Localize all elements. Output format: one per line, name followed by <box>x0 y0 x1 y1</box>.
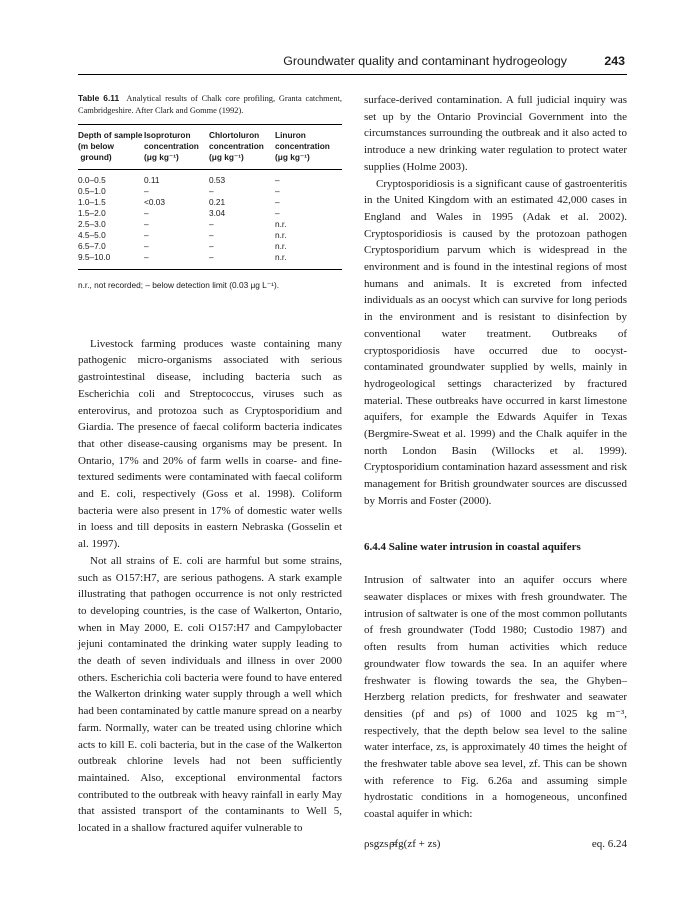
equation-label: eq. 6.24 <box>591 837 627 850</box>
left-column <box>78 92 342 837</box>
column-header-chlortoluron: Chlortoluron concentration (μg kg⁻¹) <box>209 130 264 162</box>
column-header-isoproturon: Isoproturon concentration (μg kg⁻¹) <box>144 130 199 162</box>
page-number: 243 <box>604 54 625 68</box>
table-caption-text: Analytical results of Chalk core profiling, Granta catchment, Cambridgeshire. After Clark and Gomme (1992). <box>78 94 342 115</box>
section-heading: 6.4.4 Saline water intrusion in coastal aquifers <box>364 540 581 553</box>
table-label: Table 6.11 <box>78 93 120 103</box>
table-row: 2.5–3.0 – – n.r. <box>78 219 287 229</box>
table-row: 0.5–1.0 – – – <box>78 186 280 196</box>
table-header-row <box>78 125 342 170</box>
table-row: 9.5–10.0 – – n.r. <box>78 252 287 262</box>
equation <box>364 836 627 853</box>
table-row: 1.0–1.5 <0.03 0.21 – <box>78 197 280 207</box>
table-row: 0.0–0.5 0.11 0.53 – <box>78 175 280 185</box>
page-header <box>78 54 627 75</box>
table-row: 4.5–5.0 – – n.r. <box>78 230 287 240</box>
table-row: 1.5–2.0 – 3.04 – <box>78 208 280 218</box>
body-paragraph: surface-derived contamination. A full judicial inquiry was set up by the Ontario Provincial Government into the circumstances surrounding the outbreak and it also acted to introduce a new drinking water regulation to protect water supplies (Holme 2003). <box>364 94 627 173</box>
body-paragraph: Cryptosporidiosis is a significant cause of gastroenteritis in the United Kingdom with an estimated 42,000 cases in England and Wales in 1995 (Adak et al. 2002). Cryptosporidiosis is caused by the protozoan pathogen Cryptosporidium parvum which is widespread in the environment and is found in the intestinal regions of most humans and animals. It is excreted from infected individuals as an oocyst which can survive for long periods in the environment and is resistant to disinfection by conventional water treatment. Outbreaks of cryptosporidiosis have occurred due to oocyst-contaminated groundwater supplied by wells, mainly in hydrogeological settings characterized by fractured material. These outbreaks have occurred in karst limestone aquifers, for example the Edwards Aquifer in Texas (Bergmire-Sweat et al. 1999) and the Chalk aquifer in the north London Basin (Willocks et al. 1999). Cryptosporidium contamination hazard assessment and risk management for British groundwater sources are discussed by Morris and Foster (2000). <box>364 177 627 507</box>
equation-lhs: ρsgzs = <box>364 837 398 850</box>
column-header-depth: Depth of sample (m below ground) <box>78 130 143 162</box>
analysis-table <box>78 124 342 270</box>
body-paragraph: Intrusion of saltwater into an aquifer occurs where seawater displaces or mixes with fresh groundwater. The intrusion of saltwater is one of the most common pollutants of fresh groundwater (Todd 1980; Custodio 1987) and often results from human activities which reduce groundwater flow towards the sea. In an aquifer where freshwater is flowing towards the sea, the Ghyben–Herzberg relation predicts, for freshwater and seawater densities (ρf and ρs) of 1000 and 1025 kg m⁻³, respectively, that the depth below sea level to the saline water interface, zs, is approximately 40 times the height of the freshwater table above sea level, zf. This can be shown with reference to Fig. 6.26a and assuming simple hydrostatic conditions in a homogeneous, unconfined coastal aquifer in which: <box>364 574 627 821</box>
body-paragraph: Not all strains of E. coli are harmful but some strains, such as O157:H7, are serious pathogens. A stark example illustrating that pathogen occurrence is not only restricted to developing countries, is the case of Walkerton, Ontario, when in May 2000, E. coli O157:H7 and Campylobacter jejuni contaminated the drinking water supply leading to the death of seven individuals and illness in over 2000 others. Escherichia coli bacteria were found to have entered the Walkerton drinking water supply through a well which had been contaminated by cattle manure spread on a nearby farm. Normally, water can be treated using chlorine which acts to kill E. coli bacteria, but in the case of the Walkerton outbreak chlorine levels had not been sufficiently maintained. Also, exceptional environmental factors contributed to the outbreak with heavy rainfall in early May that assisted transport of the contaminants to Well 5, located in a shallow fractured aquifer vulnerable to <box>78 554 342 835</box>
table-caption <box>78 92 342 117</box>
column-header-linuron: Linuron concentration (μg kg⁻¹) <box>275 130 330 162</box>
table-footnote: n.r., not recorded; – below detection limit (0.03 μg L⁻¹). <box>78 280 280 290</box>
table-row: 6.5–7.0 – – n.r. <box>78 241 287 251</box>
right-column <box>364 92 627 853</box>
running-title: Groundwater quality and contaminant hydrogeology <box>283 54 567 68</box>
body-paragraph: Livestock farming produces waste containing many pathogenic micro-organisms associated with serious gastrointestinal disease, including bacteria such as Escherichia coli and Streptococcus, viruses such as enterovirus, and protozoa such as Cryptosporidium and Giardia. The presence of faecal coliform bacteria indicates that other disease-causing organisms may be present. In Ontario, 17% and 20% of farm wells in coarse- and fine-textured sediments were contaminated with faecal coliform and E. coli, respectively (Goss et al. 1998). Coliform bacteria were also present in 17% of domestic water wells in loess and till deposits in eastern Nebraska (Gosselin et al. 1997). <box>78 337 342 551</box>
equation-rhs: ρfg(zf + zs) <box>389 837 441 850</box>
